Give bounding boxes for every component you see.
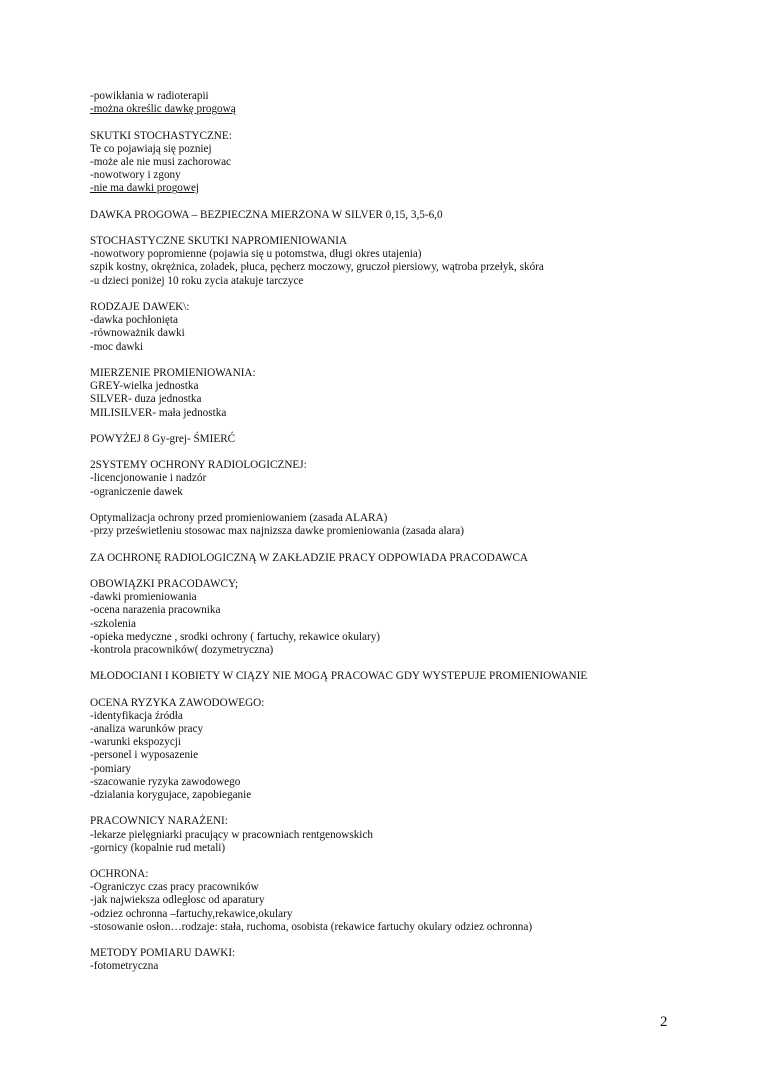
paragraph-gap (90, 538, 690, 551)
paragraph-gap (90, 446, 690, 459)
text-section (90, 90, 690, 116)
text-section (90, 367, 690, 420)
text-line: -dawki promieniowania (90, 591, 197, 604)
section-line-first: SKUTKI STOCHASTYCZNE: (90, 129, 232, 142)
text-line: -stosowanie osłon…rodzaje: stała, ruchoma, osobista (rekawice fartuchy okulary odziez ochronna) (90, 920, 533, 933)
text-line: -równoważnik dawki (90, 327, 185, 340)
paragraph-gap (90, 222, 690, 235)
text-line: -można określic dawkę progową (90, 103, 236, 116)
paragraph-gap (90, 288, 690, 301)
text-line: -gornicy (kopalnie rud metali) (90, 841, 226, 854)
text-section (90, 697, 690, 803)
section-line-first: POWYŻEJ 8 Gy-grej- ŚMIERĆ (90, 432, 236, 445)
text-line: -dawka pochłonięta (90, 314, 178, 327)
text-line: -szkolenia (90, 617, 136, 630)
text-section (90, 670, 690, 683)
paragraph-gap (90, 855, 690, 868)
section-line-first: PRACOWNICY NARAŻENI: (90, 815, 228, 828)
text-line: szpik kostny, okrężnica, zoladek, płuca, pęcherz moczowy, gruczoł piersiowy, wątroba przełyk, skóra (90, 261, 544, 274)
paragraph-gap (90, 196, 690, 209)
section-line-first: 2SYSTEMY OCHRONY RADIOLOGICZNEJ: (90, 459, 307, 472)
text-section (90, 235, 690, 288)
paragraph-gap (90, 934, 690, 947)
text-line: -pomiary (90, 762, 132, 775)
section-line-first: RODZAJE DAWEK\: (90, 301, 190, 313)
section-line-first: METODY POMIARU DAWKI: (90, 947, 236, 960)
text-line: -u dzieci poniżej 10 roku zycia atakuje tarczyce (90, 274, 304, 287)
text-line: -jak najwieksza odległosc od aparatury (90, 894, 265, 907)
text-section (90, 459, 690, 499)
text-line: -może ale nie musi zachorowac (90, 155, 232, 168)
text-line: SILVER- duza jednostka (90, 393, 202, 406)
text-line: -nie ma dawki progowej (90, 182, 200, 195)
text-line: -odziez ochronna –fartuchy,rekawice,okulary (90, 907, 293, 920)
section-line-first: Optymalizacja ochrony przed promieniowaniem (zasada ALARA) (90, 512, 388, 524)
text-line: -ograniczenie dawek (90, 485, 183, 498)
text-section (90, 433, 690, 446)
section-line-first: OCENA RYZYKA ZAWODOWEGO: (90, 696, 265, 709)
text-line: -identyfikacja źródła (90, 709, 183, 722)
paragraph-gap (90, 683, 690, 696)
text-section (90, 868, 690, 934)
paragraph-gap (90, 420, 690, 433)
text-line: -moc dawki (90, 340, 144, 353)
text-section (90, 578, 690, 657)
paragraph-gap (90, 354, 690, 367)
section-line-first: -powikłania w radioterapii (90, 90, 209, 102)
paragraph-gap (90, 499, 690, 512)
text-section (90, 815, 690, 855)
paragraph-gap (90, 657, 690, 670)
text-line: -licencjonowanie i nadzór (90, 472, 207, 485)
text-line: -fotometryczna (90, 960, 159, 973)
text-section (90, 301, 690, 354)
section-line-first: DAWKA PROGOWA – BEZPIECZNA MIERZONA W SILVER 0,15, 3,5-6,0 (90, 208, 443, 221)
text-line: -personel i wyposazenie (90, 749, 199, 762)
text-line: Te co pojawiają się pozniej (90, 142, 212, 155)
text-line: -opieka medyczne , srodki ochrony ( fartuchy, rekawice okulary) (90, 630, 381, 643)
paragraph-gap (90, 116, 690, 129)
section-line-first: ZA OCHRONĘ RADIOLOGICZNĄ W ZAKŁADZIE PRACY ODPOWIADA PRACODAWCA (90, 551, 528, 564)
paragraph-gap (90, 565, 690, 578)
section-line-first: OBOWIĄZKI PRACODAWCY; (90, 577, 239, 590)
text-line: -Ograniczyc czas pracy pracowników (90, 881, 259, 894)
text-section (90, 209, 690, 222)
text-line: -ocena narazenia pracownika (90, 604, 221, 617)
text-section (90, 512, 690, 538)
text-line: -warunki ekspozycji (90, 736, 182, 749)
text-line: -przy prześwietleniu stosowac max najnizsza dawke promieniowania (zasada alara) (90, 525, 464, 538)
text-section (90, 130, 690, 196)
text-line: MILISILVER- mała jednostka (90, 406, 227, 419)
document-body (90, 90, 690, 974)
section-line-first: MŁODOCIANI I KOBIETY W CIĄZY NIE MOGĄ PRACOWAC GDY WYSTEPUJE PROMIENIOWANIE (90, 670, 588, 683)
section-line-first: OCHRONA: (90, 868, 149, 881)
section-line-first: STOCHASTYCZNE SKUTKI NAPROMIENIOWANIA (90, 235, 348, 248)
text-section (90, 552, 690, 565)
text-line: -nowotwory popromienne (pojawia się u potomstwa, długi okres utajenia) (90, 248, 422, 261)
text-line: -szacowanie ryzyka zawodowego (90, 775, 241, 788)
text-line: -analiza warunków pracy (90, 723, 204, 735)
section-line-first: MIERZENIE PROMIENIOWANIA: (90, 366, 256, 379)
text-line: -dzialania korygujace, zapobieganie (90, 788, 252, 801)
paragraph-gap (90, 802, 690, 815)
text-line: -lekarze pielęgniarki pracujący w pracowniach rentgenowskich (90, 828, 373, 841)
text-line: -nowotwory i zgony (90, 169, 181, 182)
text-section (90, 947, 690, 973)
page-number: 2 (660, 1014, 668, 1030)
text-line: -kontrola pracowników( dozymetryczna) (90, 643, 274, 656)
text-line: GREY-wielka jednostka (90, 380, 199, 393)
